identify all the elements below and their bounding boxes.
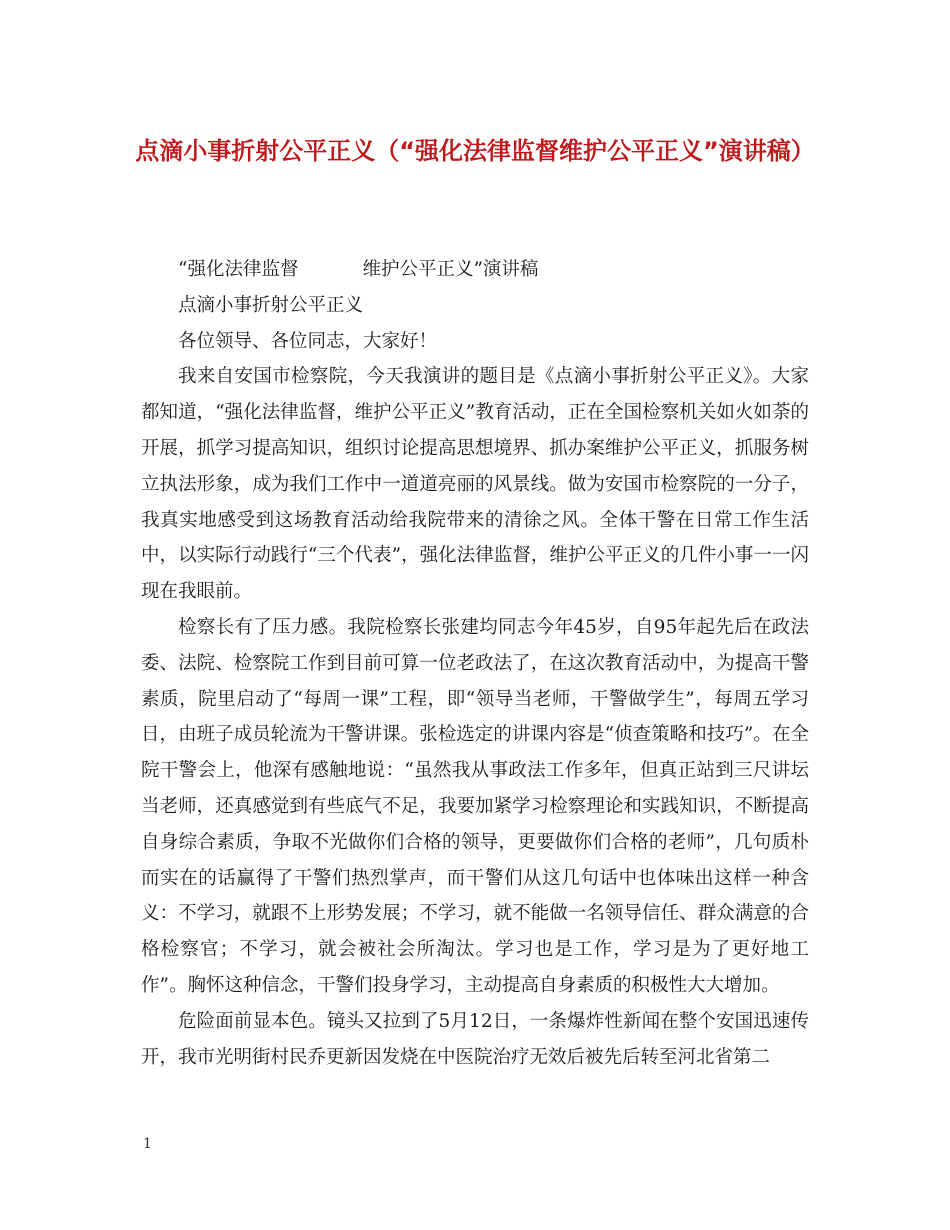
subtitle-line [141,252,809,288]
paragraph-chief-prosecutor: 检察长有了压力感。我院检察长张建均同志今年45岁，自95年起先后在政法委、法院、检察院工作到目前可算一位老政法了，在这次教育活动中，为提高干警素质，院里启动了“每周一课”工程，即“领导当老师，干警做学生”，每周五学习日，由班子成员轮流为干警讲课。张检选定的讲课内容是“侦查策略和技巧”。在全院干警会上，他深有感触地说：“虽然我从事政法工作多年，但真正站到三尺讲坛当老师，还真感觉到有些底气不足，我要加紧学习检察理论和实践知识，不断提高自身综合素质，争取不光做你们合格的领导，更要做你们合格的老师”，几句质朴而实在的话赢得了干警们热烈掌声，而干警们从这几句话中也体味出这样一种含义：不学习，就跟不上形势发展；不学习，就不能做一名领导信任、群众满意的合格检察官；不学习，就会被社会所淘汰。学习也是工作，学习是为了更好地工作”。胸怀这种信念，干警们投身学习，主动提高自身素质的积极性大大增加。 [141,616,809,996]
page-number: 1 [143,1136,152,1152]
paragraph-intro: 我来自安国市检察院，今天我演讲的题目是《点滴小事折射公平正义》。大家都知道，“强化法律监督，维护公平正义”教育活动，正在全国检察机关如火如荼的开展，抓学习提高知识，组织讨论提高思想境界、抓办案维护公平正义，抓服务树立执法形象，成为我们工作中一道道亮丽的风景线。做为安国市检察院的一分子，我真实地感受到这场教育活动给我院带来的清徐之风。全体干警在日常工作生活中，以实际行动践行“三个代表”，强化法律监督，维护公平正义的几件小事一一闪现在我眼前。 [141,366,809,603]
speech-title: 点滴小事折射公平正义 [178,294,364,316]
document-title: 点滴小事折射公平正义（“强化法律监督维护公平正义”演讲稿） [135,137,815,165]
paragraph-danger: 危险面前显本色。镜头又拉到了5月12日，一条爆炸性新闻在整个安国迅速传开，我市光明街村民乔更新因发烧在中医院治疗无效后被先后转至河北省第二 [141,1010,809,1068]
subtitle-part-2: 维护公平正义”演讲稿 [362,259,539,280]
subtitle-part-1: “强化法律监督 [178,259,299,280]
document-body [141,252,809,1075]
greeting: 各位领导、各位同志，大家好！ [178,330,438,352]
